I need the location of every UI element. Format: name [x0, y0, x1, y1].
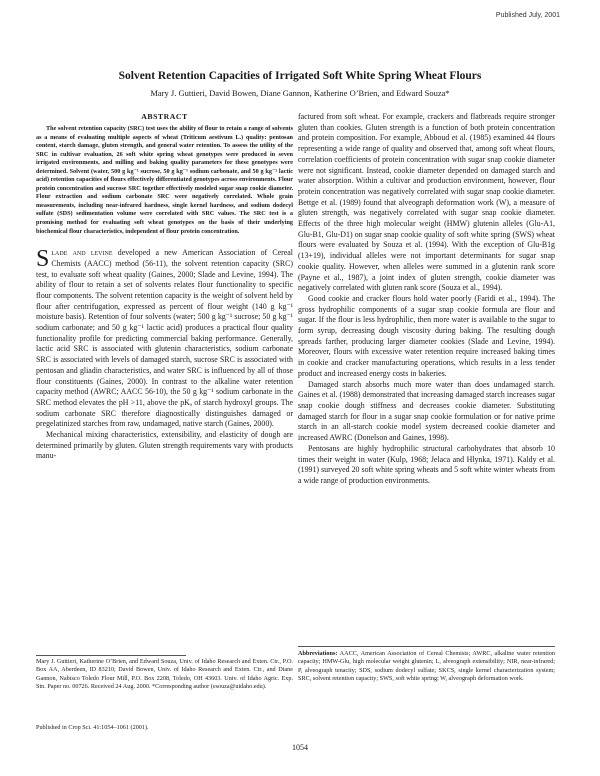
abbreviations-footnote [298, 650, 555, 684]
abbreviations-label: Abbreviations: [298, 650, 338, 657]
abstract-heading: ABSTRACT [141, 112, 188, 121]
intro-text-left [36, 248, 293, 462]
affiliation-footnote: Mary J. Guttieri, Katherine O’Brien, and Edward Souza, Univ. of Idaho Research and Exten. Ctr., P.O. Box AA, Aberdeen, ID 83210; David Bowen, Univ. of Idaho Research and Exten. Ctr., and Diane Gannon, Nabisco Toledo Flour Mill, P.O. Box 2208, Toledo, OH 43603. Univ. of Idaho Agric. Exp. Stn. Paper no. 00726. Received 24 Aug. 2000. *Corresponding author (esouza@uidaho.edu). [36, 658, 293, 691]
right-paragraph-1: factured from soft wheat. For example, crackers and flatbreads require stronger gluten than cookies. Gluten strength is a function of both protein concentration and protein composition. For example, Abboud et al. (1985) examined 44 flours representing a wide range of quality and observed that, among soft wheat flours, correlation coefficients of protein concentration with sugar snap cookie diameter were not significant. Instead, cookie diameter depended on damaged starch and water absorption. Within a cultivar and production environment, however, flour protein concentration was negatively correlated with sugar snap cookie diameter. Bettge et al. (1989) found that alveograph deformation work (W), a measure of gluten strength, was negatively correlated with sugar snap cookie diameter. Effects of the three high molecular weight (HMW) glutenin alleles (Glu-A1, Glu-B1, Glu-D1) on sugar snap cookie quality of soft white spring (SWS) wheat flours were evaluated by Souza et al. (1994). With the exception of Glu-B1g (13+19), individual alleles were not important determinants for sugar snap cookie quality. However, when alleles were summed in a glutenin rank score (Payne et al., 1987), a joint index of gluten strength, cookie diameter was negatively correlated with gluten rank score (Souza et al., 1994). [298, 112, 555, 293]
abstract-text: The solvent retention capacity (SRC) test uses the ability of flour to retain a range of solvents as a means of evaluating multiple aspects of wheat (Triticum aestivum L.) quality: pentosan content, starch damage, gluten strength, and general water retention. To assess the utility of the SRC in cultivar evaluation, 26 soft white spring wheat genotypes were produced in seven irrigated environments, and milling and baking quality parameters for these genotypes were determined. Solvent (water, 500 g kg⁻¹ sucrose, 50 g kg⁻¹ sodium carbonate, and 50 g kg⁻¹ lactic acid) retention capacities of flours effectively differentiated genotypes across environments. Flour protein concentration and sucrose SRC together effectively modeled sugar snap cookie diameter. Flour extraction and sodium carbonate SRC were negatively correlated. Whole grain measurements, including near-infrared hardness, single kernel hardness, and sodium dodecyl sulfate (SDS) sedimentation volume were correlated with SRC values. The SRC test is a promising method for evaluating soft wheat genotypes on the basis of their underlying biochemical flour characteristics, independent of flour protein concentration. [36, 125, 293, 235]
publication-date: Published July, 2001 [495, 12, 560, 19]
drop-cap: S [36, 246, 50, 273]
paragraph-1-text: developed a new American Association of Cereal Chemists (AACC) method (56-11), the solvent retention capacity (SRC) test, to evaluate soft wheat quality (Gaines, 2000; Slade and Levine, 1994). The ability of flour to retain a set of solvents relates flour functionality to specific flour components. The solvent retention capacity is the weight of solvent held by flour after centrifugation, expressed as percent of flour weight (140 g kg⁻¹ moisture basis). Retention of four solvents (water; 500 g kg⁻¹ sucrose; 50 g kg⁻¹ sodium carbonate; and 50 g kg⁻¹ lactic acid) produces a practical flour quality functionality profile for predicting commercial baking performance. Generally, lactic acid SRC is associated with glutenin characteristics, sodium carbonate SRC is associated with levels of damaged starch, sucrose SRC is associated with pentosan and gliadin characteristics, and water SRC is influenced by all of those flour constituents (Gaines, 2000). In contrast to the alkaline water retention capacity method (AWRC; AACC 56-10), the 50 g kg⁻¹ sodium carbonate in the SRC method elevates the pH >11, above the pKₐ of starch hydroxyl groups. The sodium carbonate SRC therefore diagnostically distinguishes damaged or pregelatinized starches from raw, undamaged, native starch (Gaines, 2000). [36, 248, 293, 429]
footnote-divider-right [298, 646, 555, 647]
lead-in-smallcaps: lade and levine [51, 248, 113, 258]
publication-footnote: Published in Crop Sci. 41:1054–1061 (2001). [36, 724, 149, 731]
right-paragraph-2: Good cookie and cracker flours hold water poorly (Faridi et al., 1994). The gross hydrophilic components of a sugar snap cookie formula are flour and sugar. If the flour is less hydrophilic, then more water is available to the sugar to form syrup, decreasing dough viscosity during baking. The resulting dough spreads farther, producing larger diameter cookies (Slade and Levine, 1994). Moreover, flours with excessive water retention require increased baking times in cookie and cracker manufacturing operations, which results in a less tender product and increased energy costs in bakeries. [298, 293, 555, 378]
page-number: 1054 [292, 743, 308, 752]
right-column [298, 112, 555, 487]
paper-title: Solvent Retention Capacities of Irrigated Soft White Spring Wheat Flours [118, 70, 482, 82]
right-paragraph-4: Pentosans are highly hydrophilic structural carbohydrates that absorb 10 times their weight in water (Kulp, 1968; Jelaca and Hlynka, 1971). Kaldy et al. (1991) surveyed 20 soft white spring wheats and 5 soft white winter wheats from a wide range of production environments. [298, 443, 555, 485]
right-paragraph-3: Damaged starch absorbs much more water than does undamaged starch. Gaines et al. (1988) demonstrated that increasing damaged starch increases sugar snap cookie dough stiffness and decreases cookie diameter. Substituting damaged starch for flour in a sugar snap cookie formulation or for native prime starch in an all-starch cookie model system decreased cookie diameter and increased AWRC (Donelson and Gaines, 1998). [298, 379, 555, 443]
footnote-divider-left [36, 655, 186, 656]
intro-paragraph-1 [36, 248, 293, 430]
author-list: Mary J. Guttieri, David Bowen, Diane Gannon, Katherine O’Brien, and Edward Souza* [150, 88, 450, 98]
intro-paragraph-2: Mechanical mixing characteristics, extensibility, and elasticity of dough are determined primarily by gluten. Gluten strength requirements vary with products manu- [36, 430, 293, 461]
left-column [36, 112, 293, 462]
intro-text-right [298, 112, 555, 487]
abbreviations-text: AACC, American Association of Cereal Chemists; AWRC, alkaline water retention capacity; HMW-Glu, high molecular weight glutenin; L, alveograph extensibility; NIR, near-infrared; P, alveograph tenacity; SDS, sodium dodecyl sulfate; SKCS, single kernel characterization system; SRC, solvent retention capacity; SWS, soft white spring; W, alveograph deformation work. [298, 650, 555, 683]
